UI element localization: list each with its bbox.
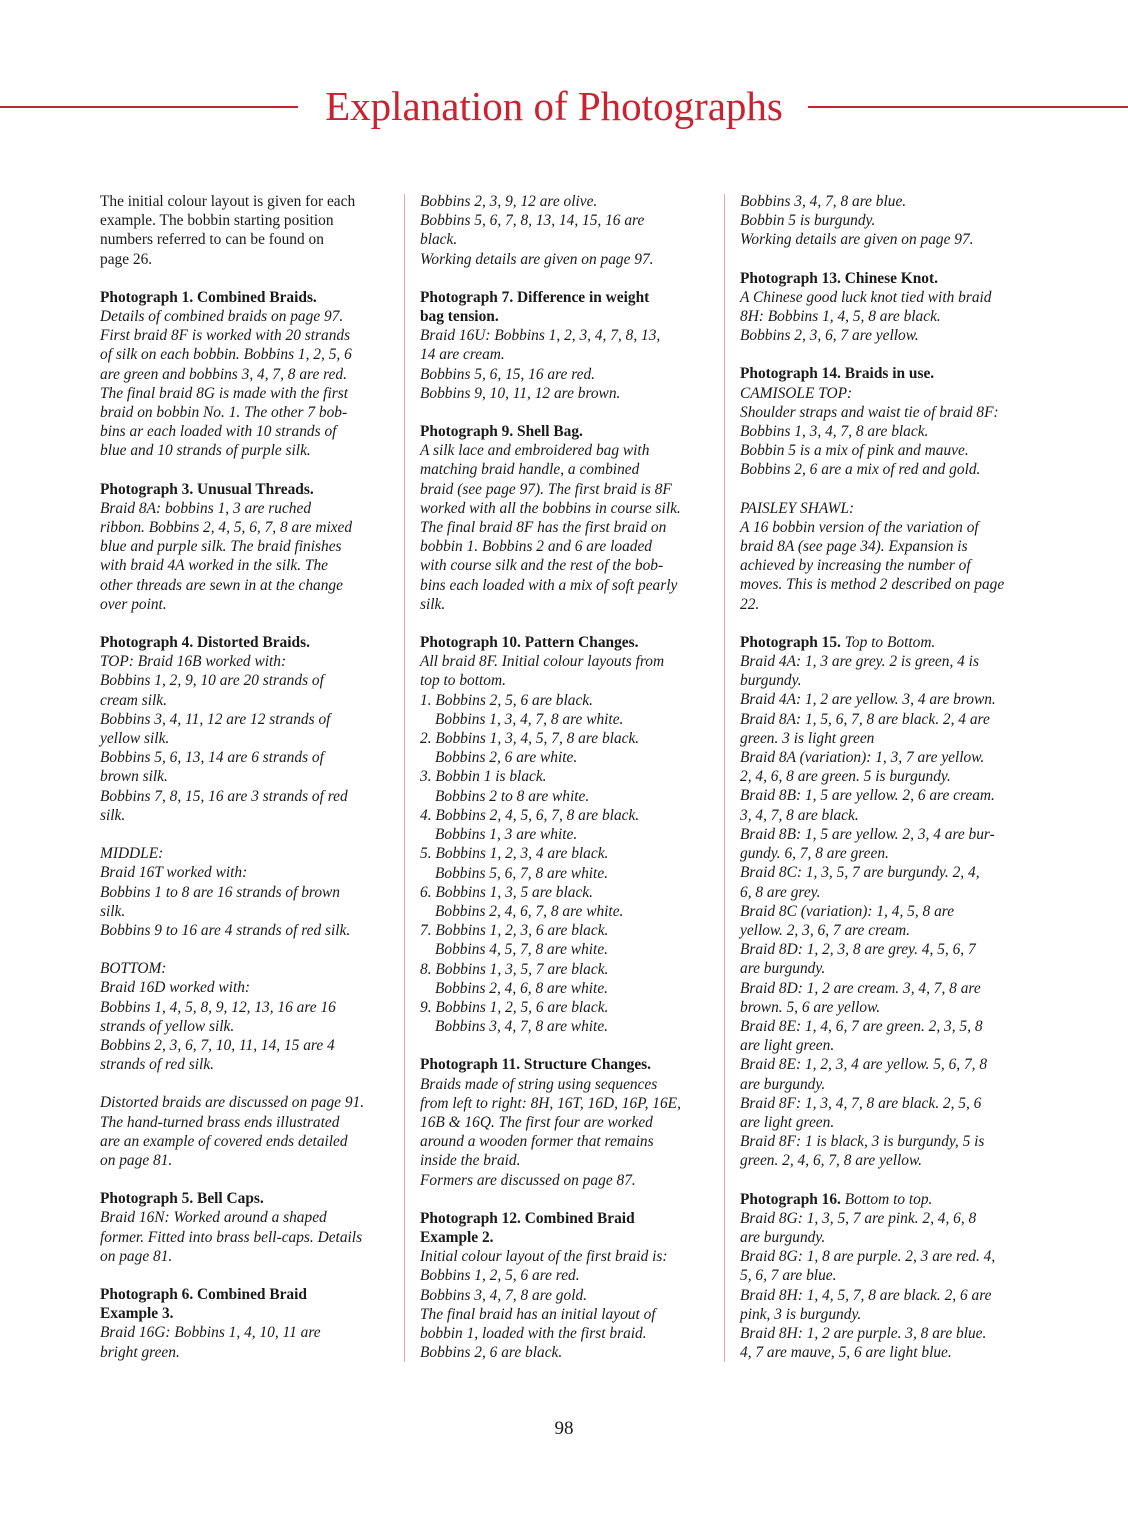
text-line: Bobbins 9 to 16 are 4 strands of red silk. (100, 921, 351, 939)
text-line: CAMISOLE TOP: (740, 384, 853, 402)
text-line: on page 81. (100, 1151, 173, 1169)
text-line: Braid 16U: Bobbins 1, 2, 3, 4, 7, 8, 13, (420, 327, 661, 345)
text-line: Braid 8A (variation): 1, 3, 7 are yellow. (740, 749, 985, 767)
text-line: Braid 8B: 1, 5 are yellow. 2, 6 are cream. (740, 787, 995, 805)
text-line: Braid 8F: 1, 3, 4, 7, 8 are black. 2, 5, 6 (740, 1094, 982, 1112)
page-header (0, 78, 1128, 134)
text-line: Braid 16G: Bobbins 1, 4, 10, 11 are (100, 1324, 321, 1342)
text-line: Bobbins 3, 4, 7, 8 are gold. (420, 1286, 588, 1304)
paragraph-gap (100, 1074, 390, 1093)
text-line: Shoulder straps and waist tie of braid 8F: (740, 403, 999, 421)
text-line: Working details are given on page 97. (740, 231, 974, 249)
text-line: Braid 8H: 1, 2 are purple. 3, 8 are blue. (740, 1324, 987, 1342)
text-line: A Chinese good luck knot tied with braid (740, 288, 992, 306)
column-divider (404, 194, 405, 1362)
text-line: page 26. (100, 250, 153, 268)
heading-label: Photograph 15. (740, 633, 845, 651)
section-heading: Photograph 13. Chinese Knot. (740, 269, 938, 287)
text-line: pink, 3 is burgundy. (740, 1305, 862, 1323)
paragraph (100, 1285, 390, 1362)
paragraph-gap (740, 345, 1040, 364)
text-line: Bobbins 2, 4, 6, 7, 8 are white. (435, 902, 624, 920)
paragraph (100, 1093, 390, 1170)
paragraph (420, 192, 716, 269)
paragraph-gap (420, 269, 716, 288)
paragraph-gap (100, 461, 390, 480)
text-line: silk. (100, 806, 126, 824)
text-line: Bobbins 2, 4, 6, 8 are white. (435, 979, 608, 997)
text-line: Bobbins 5, 6, 7, 8, 13, 14, 15, 16 are (420, 212, 645, 230)
heading-note: Bottom to top. (844, 1190, 933, 1208)
text-line: Braid 8C (variation): 1, 4, 5, 8 are (740, 902, 955, 920)
section-heading: Example 2. (420, 1228, 494, 1246)
text-line: bins ar each loaded with 10 strands of (100, 423, 337, 441)
text-line: gundy. 6, 7, 8 are green. (740, 845, 889, 863)
text-line: are an example of covered ends detailed (100, 1132, 348, 1150)
paragraph (740, 1190, 1040, 1363)
text-line: Braid 8F: 1 is black, 3 is burgundy, 5 is (740, 1133, 985, 1151)
text-line: Bobbins 1, 3, 4, 7, 8 are black. (740, 423, 929, 441)
heading-label: Photograph 16. (740, 1190, 845, 1208)
text-line: Initial colour layout of the first braid is: (420, 1248, 668, 1266)
text-line: Bobbins 1, 2, 5, 6 are red. (420, 1267, 580, 1285)
text-line: Braid 16N: Worked around a shaped (100, 1209, 327, 1227)
text-line: 4. Bobbins 2, 4, 5, 6, 7, 8 are black. (420, 806, 640, 824)
text-line: Braid 16T worked with: (100, 864, 248, 882)
text-line: Braids made of string using sequences (420, 1075, 658, 1093)
text-line: are green and bobbins 3, 4, 7, 8 are red. (100, 365, 347, 383)
text-line: 7. Bobbins 1, 2, 3, 6 are black. (420, 922, 609, 940)
text-line: 2. Bobbins 1, 3, 4, 5, 7, 8 are black. (420, 730, 640, 748)
section-heading: Photograph 1. Combined Braids. (100, 288, 317, 306)
text-line: moves. This is method 2 described on page (740, 576, 1005, 594)
text-line: Bobbins 4, 5, 7, 8 are white. (435, 941, 608, 959)
text-line: Bobbins 1, 3 are white. (435, 826, 578, 844)
text-line: Bobbins 3, 4, 11, 12 are 12 strands of (100, 710, 331, 728)
paragraph (100, 192, 390, 269)
text-line: top to bottom. (420, 672, 506, 690)
text-line: Bobbins 2 to 8 are white. (435, 787, 590, 805)
paragraph-gap (100, 1266, 390, 1285)
text-line: bins each loaded with a mix of soft pearly (420, 576, 678, 594)
text-line: 9. Bobbins 1, 2, 5, 6 are black. (420, 998, 609, 1016)
text-line: The final braid has an initial layout of (420, 1305, 656, 1323)
text-line: PAISLEY SHAWL: (740, 499, 855, 517)
paragraph (100, 633, 390, 825)
text-line: 16B & 16Q. The first four are worked (420, 1113, 653, 1131)
text-line: matching braid handle, a combined (420, 461, 640, 479)
text-line: of silk on each bobbin. Bobbins 1, 2, 5, 6 (100, 346, 352, 364)
text-line: burgundy. (740, 672, 802, 690)
text-line: Bobbin 5 is burgundy. (740, 212, 876, 230)
text-line: 8H: Bobbins 1, 4, 5, 8 are black. (740, 308, 941, 326)
paragraph-gap (420, 614, 716, 633)
text-line: The final braid 8G is made with the first (100, 384, 348, 402)
text-line: ribbon. Bobbins 2, 4, 5, 6, 7, 8 are mixed (100, 519, 353, 537)
text-line: yellow silk. (100, 730, 170, 748)
text-line: Bobbin 5 is a mix of pink and mauve. (740, 442, 969, 460)
text-line: strands of red silk. (100, 1056, 215, 1074)
text-line: numbers referred to can be found on (100, 231, 324, 249)
text-line: bobbin 1, loaded with the first braid. (420, 1324, 647, 1342)
section-heading: Photograph 7. Difference in weight (420, 288, 650, 306)
text-column-2 (420, 192, 716, 1362)
text-line: Details of combined braids on page 97. (100, 308, 344, 326)
text-line: 3, 4, 7, 8 are black. (740, 806, 859, 824)
text-line: BOTTOM: (100, 960, 167, 978)
text-line: former. Fitted into brass bell-caps. Details (100, 1228, 363, 1246)
paragraph-gap (420, 1190, 716, 1209)
paragraph (740, 192, 1040, 250)
text-line: Bobbins 2, 6 are white. (435, 749, 578, 767)
section-heading: Photograph 11. Structure Changes. (420, 1056, 652, 1074)
text-line: blue and purple silk. The braid finishes (100, 538, 342, 556)
text-line: 14 are cream. (420, 346, 505, 364)
text-line: yellow. 2, 3, 6, 7 are cream. (740, 921, 910, 939)
text-line: Working details are given on page 97. (420, 250, 654, 268)
paragraph (420, 1209, 716, 1363)
text-line: 1. Bobbins 2, 5, 6 are black. (420, 691, 593, 709)
text-line: from left to right: 8H, 16T, 16D, 16P, 16E, (420, 1094, 681, 1112)
text-line: blue and 10 strands of purple silk. (100, 442, 311, 460)
text-line: braid on bobbin No. 1. The other 7 bob- (100, 404, 348, 422)
text-line: A silk lace and embroidered bag with (420, 442, 650, 460)
text-line: First braid 8F is worked with 20 strands (100, 327, 351, 345)
text-line: Bobbins 1, 3, 4, 7, 8 are white. (435, 710, 624, 728)
section-heading (740, 633, 1040, 652)
title-rule-right (808, 106, 1128, 108)
text-line: 6, 8 are grey. (740, 883, 821, 901)
text-line: Braid 8G: 1, 3, 5, 7 are pink. 2, 4, 6, 8 (740, 1209, 977, 1227)
paragraph-gap (100, 614, 390, 633)
text-line: strands of yellow silk. (100, 1017, 235, 1035)
text-line: Braid 8A: bobbins 1, 3 are ruched (100, 499, 312, 517)
text-line: brown. 5, 6 are yellow. (740, 998, 881, 1016)
text-line: with course silk and the rest of the bob- (420, 557, 664, 575)
text-line: Distorted braids are discussed on page 91. (100, 1094, 365, 1112)
text-line: 5. Bobbins 1, 2, 3, 4 are black. (420, 845, 609, 863)
paragraph-gap (740, 1171, 1040, 1190)
text-line: Bobbins 2, 3, 6, 7, 10, 11, 14, 15 are 4 (100, 1036, 335, 1054)
paragraph (420, 1055, 716, 1189)
text-line: 5, 6, 7 are blue. (740, 1267, 837, 1285)
text-line: Bobbins 5, 6, 7, 8 are white. (435, 864, 608, 882)
text-line: Bobbins 2, 6 are black. (420, 1344, 563, 1362)
text-line: A 16 bobbin version of the variation of (740, 518, 979, 536)
text-line: silk. (420, 595, 446, 613)
text-line: Bobbins 5, 6, 13, 14 are 6 strands of (100, 749, 324, 767)
paragraph (740, 499, 1040, 614)
paragraph-gap (420, 403, 716, 422)
text-line: 3. Bobbin 1 is black. (420, 768, 547, 786)
text-line: over point. (100, 595, 167, 613)
text-line: Braid 8B: 1, 5 are yellow. 2, 3, 4 are bur- (740, 825, 995, 843)
text-line: Braid 8D: 1, 2 are cream. 3, 4, 7, 8 are (740, 979, 981, 997)
text-line: Braid 8D: 1, 2, 3, 8 are grey. 4, 5, 6, 7 (740, 941, 976, 959)
text-line: The hand-turned brass ends illustrated (100, 1113, 340, 1131)
text-line: bright green. (100, 1343, 180, 1361)
paragraph (100, 844, 390, 940)
text-line: Braid 8E: 1, 4, 6, 7 are green. 2, 3, 5, 8 (740, 1017, 983, 1035)
text-line: 6. Bobbins 1, 3, 5 are black. (420, 883, 593, 901)
text-line: are light green. (740, 1037, 835, 1055)
text-line: silk. (100, 902, 126, 920)
paragraph (740, 633, 1040, 1171)
paragraph-gap (420, 1036, 716, 1055)
text-column-1 (100, 192, 390, 1362)
paragraph-gap (100, 825, 390, 844)
text-line: Braid 4A: 1, 2 are yellow. 3, 4 are brown. (740, 691, 996, 709)
paragraph-gap (100, 269, 390, 288)
text-line: Braid 8E: 1, 2, 3, 4 are yellow. 5, 6, 7, 8 (740, 1056, 988, 1074)
section-heading: Photograph 12. Combined Braid (420, 1209, 635, 1227)
section-heading: Photograph 5. Bell Caps. (100, 1190, 264, 1208)
text-line: 8. Bobbins 1, 3, 5, 7 are black. (420, 960, 609, 978)
text-line: Bobbins 7, 8, 15, 16 are 3 strands of red (100, 787, 348, 805)
text-line: Braid 8G: 1, 8 are purple. 2, 3 are red. 4, (740, 1248, 996, 1266)
text-line: Braid 8C: 1, 3, 5, 7 are burgundy. 2, 4, (740, 864, 980, 882)
paragraph (100, 959, 390, 1074)
text-line: 4, 7 are mauve, 5, 6 are light blue. (740, 1344, 952, 1362)
text-line: around a wooden former that remains (420, 1133, 654, 1151)
text-line: Bobbins 2, 3, 9, 12 are olive. (420, 193, 598, 210)
text-line: green. 3 is light green (740, 729, 875, 747)
text-line: Braid 16D worked with: (100, 979, 251, 997)
text-line: Bobbins 9, 10, 11, 12 are brown. (420, 384, 621, 402)
text-line: TOP: Braid 16B worked with: (100, 653, 287, 671)
text-line: Bobbins 2, 6 are a mix of red and gold. (740, 461, 981, 479)
text-line: Bobbins 1 to 8 are 16 strands of brown (100, 883, 340, 901)
section-heading: bag tension. (420, 308, 499, 326)
section-heading: Example 3. (100, 1305, 174, 1323)
text-line: bobbin 1. Bobbins 2 and 6 are loaded (420, 538, 652, 556)
column-divider (724, 194, 725, 1362)
section-heading: Photograph 14. Braids in use. (740, 365, 935, 383)
text-line: other threads are sewn in at the change (100, 576, 343, 594)
text-line: achieved by increasing the number of (740, 557, 971, 575)
page-title: Explanation of Photographs (325, 83, 783, 129)
text-line: MIDDLE: (100, 845, 164, 863)
section-heading: Photograph 4. Distorted Braids. (100, 634, 310, 652)
text-line: The initial colour layout is given for each (100, 193, 356, 210)
text-line: inside the braid. (420, 1152, 521, 1170)
section-heading: Photograph 3. Unusual Threads. (100, 480, 314, 498)
text-line: Braid 8A: 1, 5, 6, 7, 8 are black. 2, 4 are (740, 710, 990, 728)
text-line: brown silk. (100, 768, 168, 786)
paragraph (100, 1189, 390, 1266)
paragraph-gap (740, 480, 1040, 499)
text-line: with braid 4A worked in the silk. The (100, 557, 329, 575)
page-number: 98 (554, 1418, 574, 1439)
paragraph-gap (740, 250, 1040, 269)
text-line: example. The bobbin starting position (100, 212, 334, 230)
paragraph (420, 288, 716, 403)
text-line: worked with all the bobbins in course silk. (420, 499, 681, 517)
text-line: All braid 8F. Initial colour layouts from (420, 653, 665, 671)
text-line: 2, 4, 6, 8 are green. 5 is burgundy. (740, 768, 951, 786)
text-line: 22. (740, 595, 760, 613)
heading-note: Top to Bottom. (844, 633, 936, 651)
text-line: cream silk. (100, 691, 167, 709)
text-line: Braid 8H: 1, 4, 5, 7, 8 are black. 2, 6 are (740, 1286, 992, 1304)
text-line: Braid 4A: 1, 3 are grey. 2 is green, 4 is (740, 653, 979, 671)
text-line: Bobbins 1, 2, 9, 10 are 20 strands of (100, 672, 324, 690)
text-line: Bobbins 5, 6, 15, 16 are red. (420, 365, 595, 383)
paragraph (100, 288, 390, 461)
text-line: Bobbins 3, 4, 7, 8 are blue. (740, 193, 907, 210)
text-line: The final braid 8F has the first braid on (420, 519, 667, 537)
text-line: Bobbins 3, 4, 7, 8 are white. (435, 1018, 608, 1036)
text-line: are light green. (740, 1113, 835, 1131)
paragraph-gap (100, 1170, 390, 1189)
text-line: green. 2, 4, 6, 7, 8 are yellow. (740, 1152, 922, 1170)
paragraph (740, 269, 1040, 346)
paragraph-gap (740, 614, 1040, 633)
text-line: black. (420, 231, 458, 249)
text-column-3 (740, 192, 1040, 1362)
text-line: Bobbins 1, 4, 5, 8, 9, 12, 13, 16 are 16 (100, 998, 336, 1016)
section-heading (740, 1190, 1040, 1209)
text-line: are burgundy. (740, 1228, 826, 1246)
section-heading: Photograph 10. Pattern Changes. (420, 634, 639, 652)
text-line: on page 81. (100, 1247, 173, 1265)
paragraph (420, 633, 716, 1036)
text-line: are burgundy. (740, 960, 826, 978)
paragraph (740, 364, 1040, 479)
section-heading: Photograph 6. Combined Braid (100, 1285, 307, 1303)
paragraph (420, 422, 716, 614)
text-line: braid 8A (see page 34). Expansion is (740, 538, 968, 556)
paragraph (100, 480, 390, 614)
title-rule-left (0, 106, 298, 108)
text-line: Bobbins 2, 3, 6, 7 are yellow. (740, 327, 919, 345)
section-heading: Photograph 9. Shell Bag. (420, 423, 583, 441)
text-line: are burgundy. (740, 1075, 826, 1093)
text-line: Formers are discussed on page 87. (420, 1171, 636, 1189)
paragraph-gap (100, 940, 390, 959)
text-line: braid (see page 97). The first braid is 8F (420, 480, 672, 498)
